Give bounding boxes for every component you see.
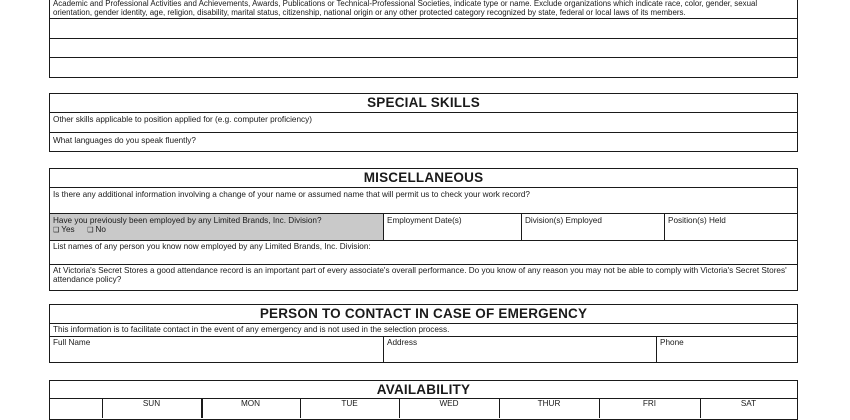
languages-field[interactable]	[50, 132, 797, 151]
emergency-note: This information is to facilitate contact in the event of any emergency and is not used in the selection process.	[53, 325, 450, 334]
no-checkbox[interactable]: ❑	[87, 227, 94, 234]
day-sat: SAT	[740, 399, 757, 408]
name-change-field[interactable]	[50, 187, 797, 213]
special-skills-title: SPECIAL SKILLS	[367, 95, 480, 110]
emergency-note-row	[50, 323, 797, 336]
divisions-employed-field[interactable]	[521, 214, 664, 240]
full-name-label: Full Name	[53, 338, 91, 347]
phone-label: Phone	[660, 338, 684, 347]
positions-held-field[interactable]	[664, 214, 797, 240]
address-field[interactable]	[383, 337, 656, 362]
languages-label: What languages do you speak fluently?	[53, 136, 196, 145]
positions-held-label: Position(s) Held	[668, 216, 726, 225]
miscellaneous-section	[49, 168, 798, 291]
other-skills-field[interactable]	[50, 112, 797, 132]
availability-days-row	[50, 398, 797, 418]
emergency-contact-title: PERSON TO CONTACT IN CASE OF EMERGENCY	[259, 306, 588, 321]
day-fri: FRI	[642, 399, 657, 408]
yes-no-options	[53, 225, 106, 235]
name-change-label: Is there any additional information involving a change of your name or assumed name that will permit us to check your work record?	[53, 190, 530, 199]
emergency-contact-section	[49, 304, 798, 363]
other-skills-label: Other skills applicable to position applied for (e.g. computer proficiency)	[53, 115, 312, 124]
miscellaneous-title: MISCELLANEOUS	[363, 170, 484, 185]
attendance-label: At Victoria's Secret Stores a good attendance record is an important part of every associate's overall performance. Do you know of any reason you may not be able to comply with Victoria's Secret Stores' attendance policy?	[53, 266, 787, 284]
organizations-line-1[interactable]	[50, 18, 797, 38]
no-label: No	[95, 225, 106, 234]
organizations-line-2[interactable]	[50, 38, 797, 57]
list-names-label: List names of any person you know now employed by any Limited Brands, Inc. Division:	[53, 242, 371, 251]
previous-employment-row	[50, 213, 797, 240]
day-mon: MON	[240, 399, 261, 408]
divisions-employed-label: Division(s) Employed	[525, 216, 602, 225]
organizations-section	[49, 0, 798, 78]
yes-checkbox[interactable]: ❑	[53, 227, 60, 234]
employment-dates-field[interactable]	[383, 214, 521, 240]
attendance-field[interactable]	[50, 264, 797, 290]
day-tue: TUE	[341, 399, 358, 408]
organizations-line-3[interactable]	[50, 57, 797, 76]
day-wed: WED	[439, 399, 459, 408]
previously-employed-label: Have you previously been employed by any Limited Brands, Inc. Division?	[53, 216, 322, 225]
emergency-fields-row	[50, 336, 797, 362]
list-names-field[interactable]	[50, 240, 797, 264]
yes-label: Yes	[61, 225, 75, 234]
organizations-instructions: Academic and Professional Activities and Achievements, Awards, Publications or Technical-Professional Societies, indicate type or name. Exclude organizations which indicate race, color, gender, sexual orientation, gender identity, age, religion, disability, marital status, citizenship, national origin or any other protected category recognized by state, federal or local laws of its members.	[53, 0, 758, 17]
address-label: Address	[387, 338, 418, 347]
availability-title: AVAILABILITY	[376, 382, 471, 397]
employment-dates-label: Employment Date(s)	[387, 216, 462, 225]
availability-section	[49, 380, 798, 420]
day-thur: THUR	[537, 399, 561, 408]
day-sun: SUN	[142, 399, 161, 408]
phone-field[interactable]	[656, 337, 797, 362]
full-name-field[interactable]	[50, 337, 383, 362]
special-skills-section	[49, 93, 798, 152]
